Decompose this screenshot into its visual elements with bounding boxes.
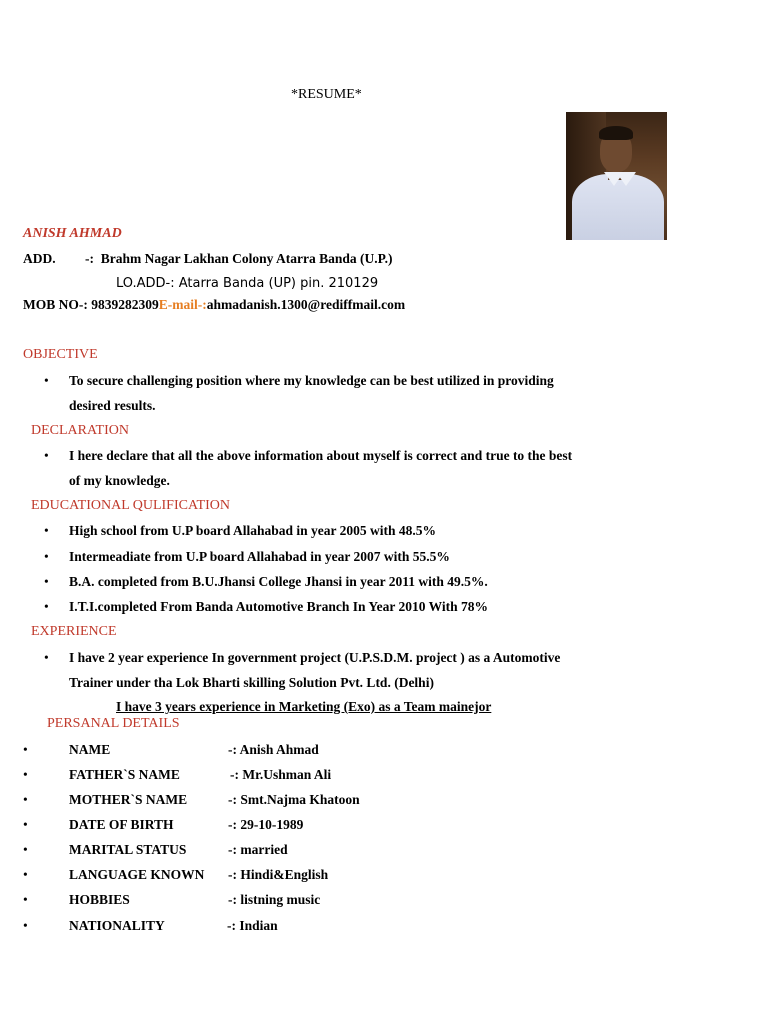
detail-key-father: FATHER`S NAME [69,767,180,782]
detail-key-dob: DATE OF BIRTH [69,817,174,832]
bullet-dot: • [23,918,28,933]
objective-heading: OBJECTIVE [23,347,98,362]
detail-value-dob: -: 29-10-1989 [228,817,304,832]
experience-heading: EXPERIENCE [31,624,117,639]
detail-value-father: -: Mr.Ushman Ali [230,767,332,782]
bullet-dot: • [23,742,28,757]
email-address: ahmadanish.1300@rediffmail.com [206,297,406,312]
email-label: E-mail-: [158,297,207,312]
detail-key-name: NAME [69,742,111,757]
mobile-label: MOB NO-: [23,297,92,312]
bullet-dot: • [23,817,28,832]
bullet-dot: • [23,892,28,907]
address-line [23,251,393,267]
bullet-dot: • [23,842,28,857]
education-item: I.T.I.completed From Banda Automotive Branch In Year 2010 With 78% [69,599,489,614]
detail-key-nationality: NATIONALITY [69,918,165,933]
education-item: High school from U.P board Allahabad in year 2005 with 48.5% [69,523,437,538]
objective-line-2: desired results. [69,398,156,413]
address-separator: -: [85,251,94,266]
bullet-dot: • [23,767,28,782]
bullet-dot: • [44,574,49,589]
experience-line-1: I have 2 year experience In government project (U.P.S.D.M. project ) as a Automotive [69,650,561,665]
candidate-name: ANISH AHMAD [23,226,122,241]
detail-value-language: -: Hindi&English [228,867,329,882]
detail-value-marital: -: married [228,842,288,857]
address-label: ADD. [23,251,56,266]
bullet-dot: • [44,373,49,388]
profile-photo [566,112,667,240]
contact-line [23,297,405,313]
bullet-dot: • [44,650,49,665]
bullet-dot: • [23,792,28,807]
education-heading: EDUCATIONAL QULIFICATION [31,498,230,513]
bullet-dot: • [23,867,28,882]
bullet-dot: • [44,448,49,463]
detail-value-nationality: -: Indian [227,918,278,933]
detail-value-hobbies: -: listning music [228,892,321,907]
mobile-number: 9839282309 [91,297,159,312]
bullet-dot: • [44,523,49,538]
bullet-dot: • [44,599,49,614]
education-item: B.A. completed from B.U.Jhansi College Jhansi in year 2011 with 49.5%. [69,574,488,589]
declaration-heading: DECLARATION [31,423,129,438]
detail-value-mother: -: Smt.Najma Khatoon [228,792,360,807]
local-address: LO.ADD-: Atarra Banda (UP) pin. 210129 [116,276,379,291]
experience-line-2: Trainer under tha Lok Bharti skilling Solution Pvt. Ltd. (Delhi) [69,675,434,690]
detail-key-hobbies: HOBBIES [69,892,130,907]
resume-title: *RESUME* [291,87,362,102]
detail-value-name: -: Anish Ahmad [228,742,319,757]
detail-key-marital: MARITAL STATUS [69,842,187,857]
personal-heading: PERSANAL DETAILS [47,716,180,731]
detail-key-mother: MOTHER`S NAME [69,792,188,807]
declaration-line-2: of my knowledge. [69,473,170,488]
objective-line-1: To secure challenging position where my knowledge can be best utilized in providing [69,373,554,388]
bullet-dot: • [44,549,49,564]
address-value: Brahm Nagar Lakhan Colony Atarra Banda (U.P.) [100,251,393,266]
declaration-line-1: I here declare that all the above information about myself is correct and true to the best [69,448,573,463]
detail-key-language: LANGUAGE KNOWN [69,867,205,882]
education-item: Intermeadiate from U.P board Allahabad in year 2007 with 55.5% [69,549,450,564]
experience-line-3: I have 3 years experience in Marketing (Exo) as a Team mainejor [116,699,492,714]
